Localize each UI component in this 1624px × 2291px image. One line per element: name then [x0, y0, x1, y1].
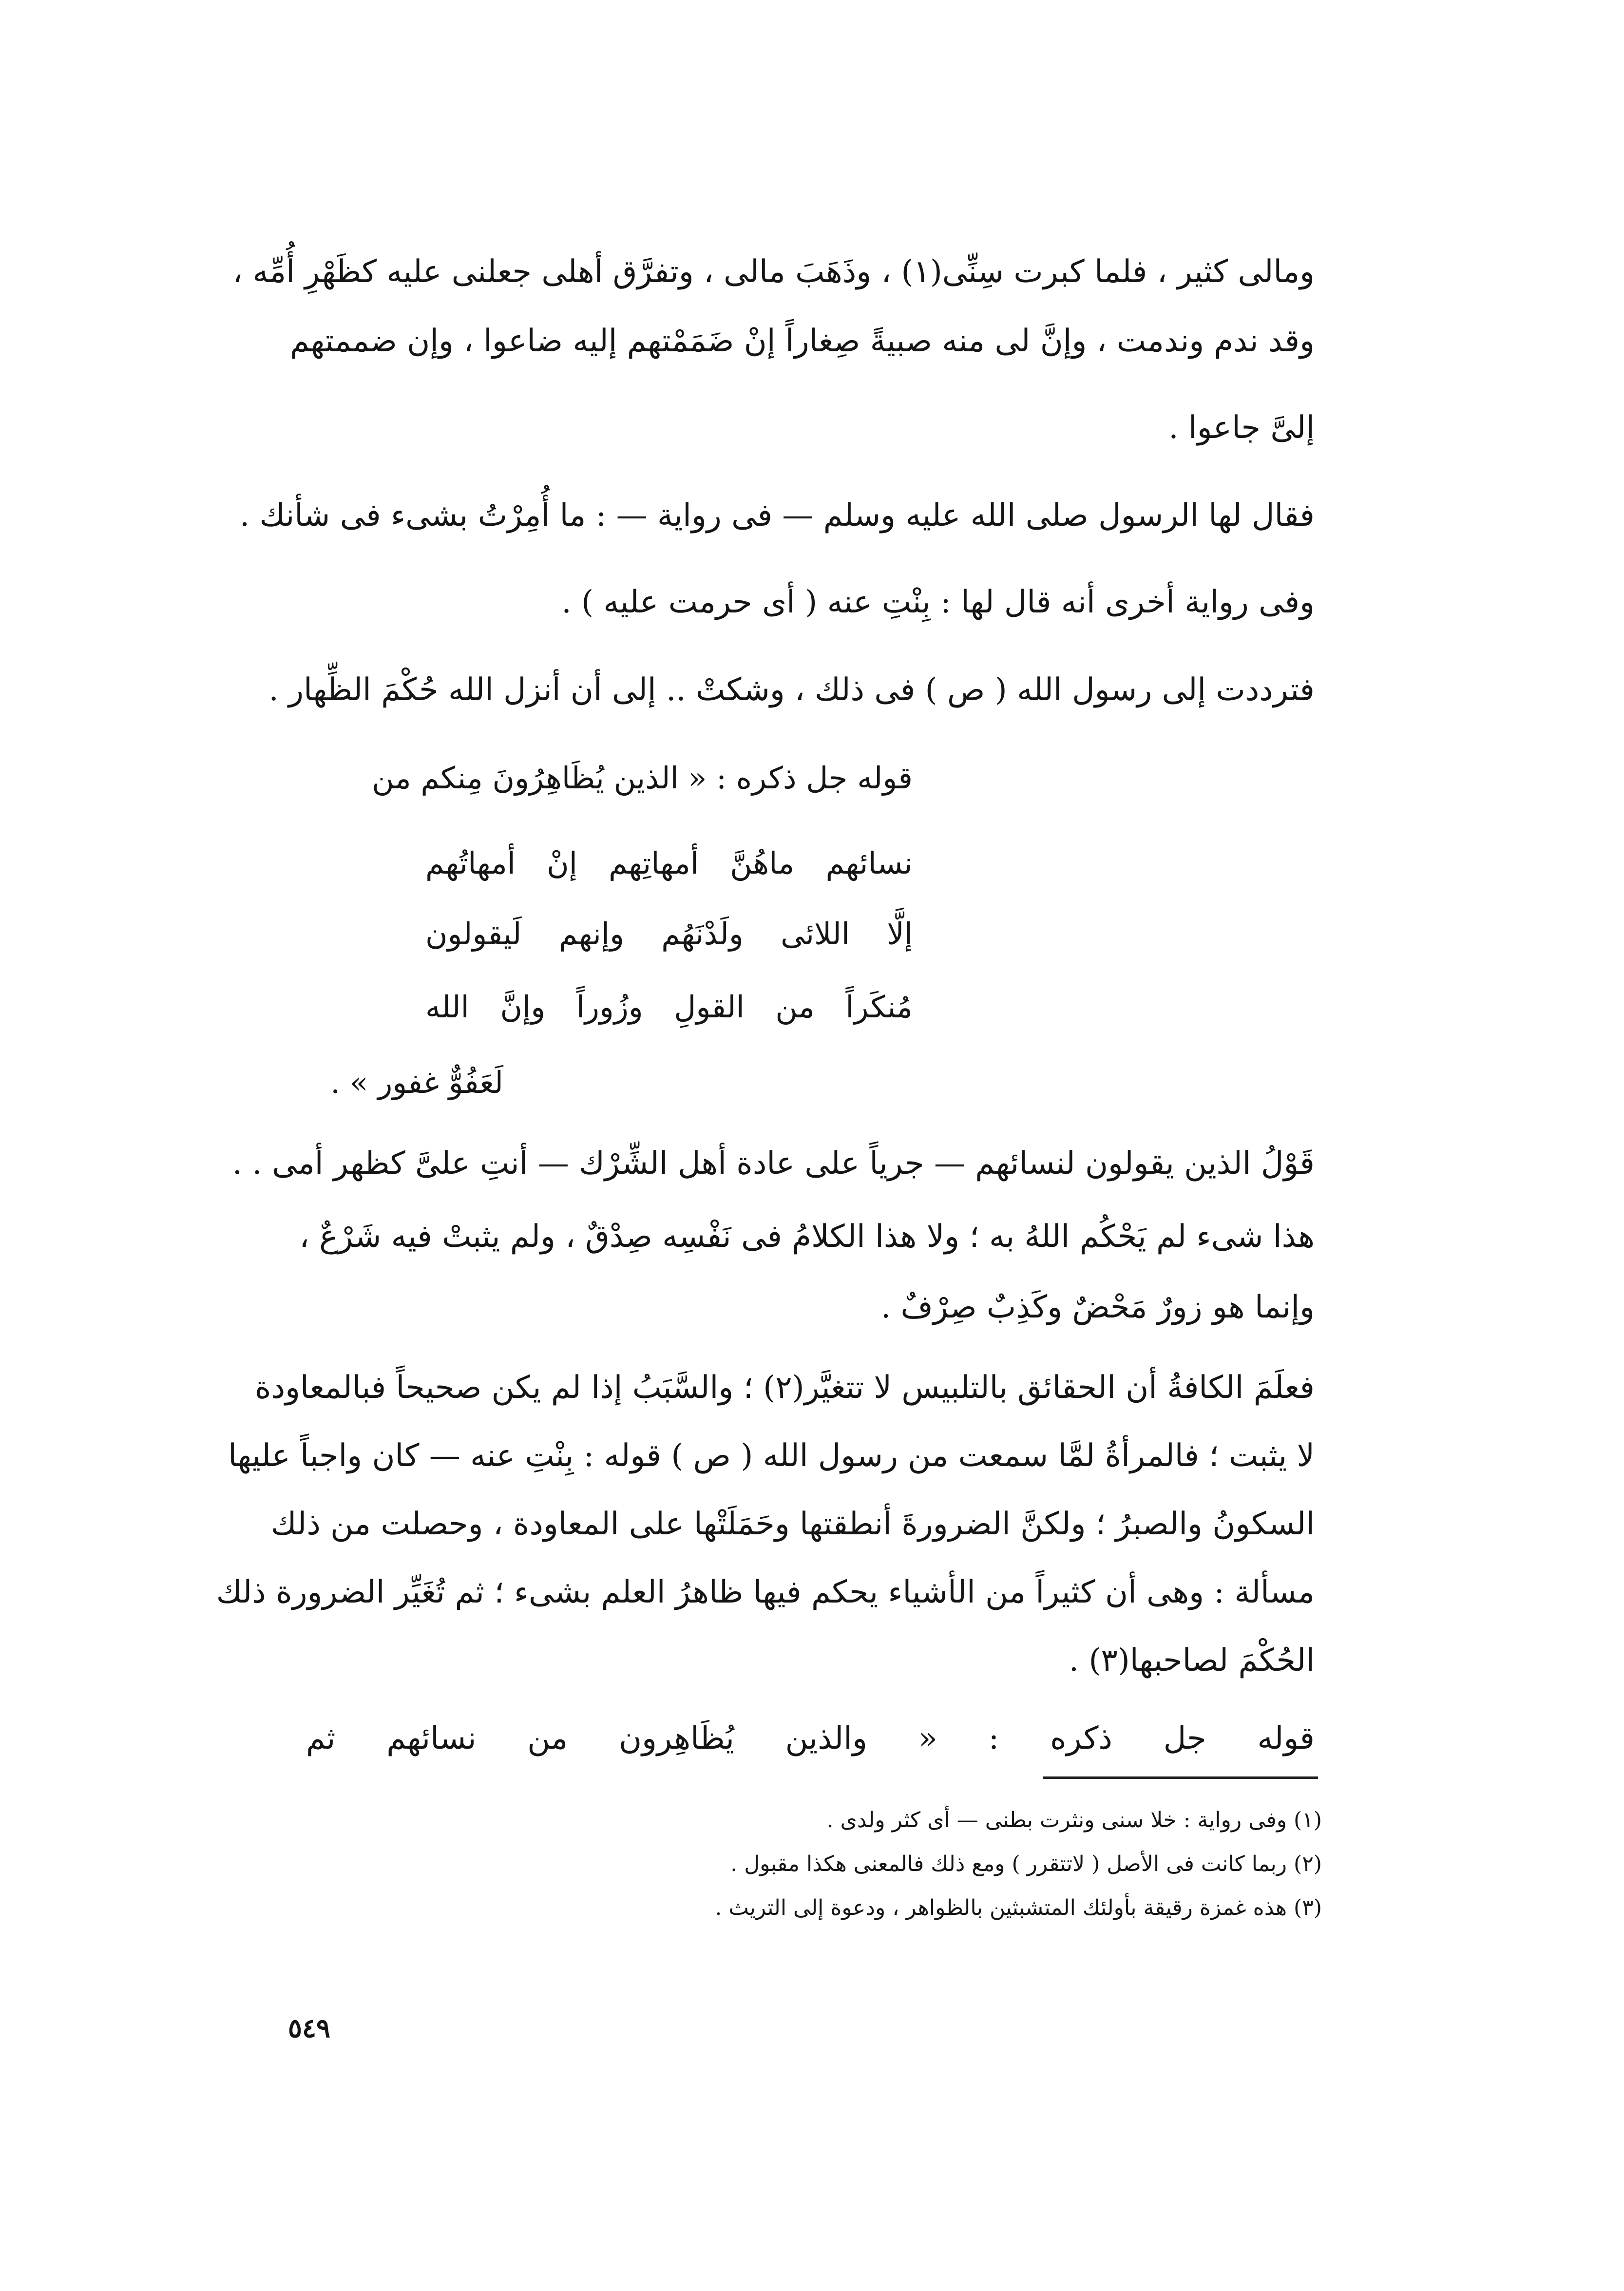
text-line-1: ومالى كثير ، فلما كبرت سِنِّى(١) ، وذَهَبَ مالى ، وتفرَّق أهلى جعلنى عليه كظَهْرِ أُمِّه ،: [232, 254, 1315, 290]
text-line-5: وفى رواية أخرى أنه قال لها : بِنْتِ عنه ( أى حرمت عليه ) .: [561, 584, 1315, 620]
paragraph-line-1: فعلَمَ الكافةُ أن الحقائق بالتلبيس لا تتغيَّر(٢) ؛ والسَّبَبُ إذا لم يكن صحيحاً فبالمعاودة: [255, 1370, 1315, 1406]
text-line-6: فترددت إلى رسول الله ( ص ) فى ذلك ، وشكتْ .. إلى أن أنزل الله حُكْمَ الظِّهار .: [268, 672, 1315, 708]
verse-line-4: مُنكَراً من القولِ وزُوراً وإنَّ الله: [425, 989, 913, 1025]
page-number: ٥٤٩: [287, 2012, 330, 2043]
text-line-3: إلىَّ جاعوا .: [1168, 410, 1315, 446]
paragraph-line-3: السكونُ والصبرُ ؛ ولكنَّ الضرورةَ أنطقتها وحَمَلَتْها على المعاودة ، وحصلت من ذلك: [270, 1506, 1315, 1542]
footnote-separator: [1043, 1776, 1318, 1779]
verse-line-1: قوله جل ذكره : « الذين يُظَاهِرُونَ مِنكم من: [372, 760, 913, 796]
commentary-line-2: هذا شىء لم يَحْكُم اللهُ به ؛ ولا هذا الكلامُ فى نَفْسِه صِدْقٌ ، ولم يثبتْ فيه شَرْعٌ ،: [299, 1219, 1315, 1255]
paragraph-line-5: الحُكْمَ لصاحبها(٣) .: [1069, 1642, 1315, 1679]
text-line-2: وقد ندم وندمت ، وإنَّ لى منه صبيةً صِغاراً إنْ ضَمَمْتهم إليه ضاعوا ، وإن ضممتهم: [290, 323, 1315, 359]
paragraph-line-4: مسألة : وهى أن كثيراً من الأشياء يحكم فيها ظاهرُ العلم بشىء ؛ ثم تُغَيِّر الضرورة ذلك: [216, 1574, 1315, 1610]
commentary-line-3: وإنما هو زورٌ مَحْضٌ وكَذِبٌ صِرْفٌ .: [880, 1289, 1315, 1325]
text-line-4: فقال لها الرسول صلى الله عليه وسلم — فى رواية — : ما أُمِرْتُ بشىء فى شأنك .: [239, 497, 1315, 534]
paragraph-line-2: لا يثبت ؛ فالمرأةُ لمَّا سمعت من رسول الله ( ص ) قوله : بِنْتِ عنه — كان واجباً عليها: [228, 1438, 1315, 1474]
commentary-line-1: قَوْلُ الذين يقولون لنسائهم — جرياً على عادة أهل الشِّرْك — أنتِ علىَّ كظهر أمى . .: [232, 1146, 1315, 1182]
final-text-line: قوله جل ذكره : « والذين يُظَاهِرون من نسائهم ثم: [306, 1720, 1315, 1756]
footnote-1: (١) وفى رواية : خلا سنى ونثرت بطنى — أى كثر ولدى .: [826, 1808, 1322, 1833]
footnote-2: (٢) ربما كانت فى الأصل ( لاتتقرر ) ومع ذلك فالمعنى هكذا مقبول .: [730, 1852, 1322, 1876]
verse-line-3: إلَّا اللائى ولَدْنَهُم وإنهم لَيقولون: [425, 916, 913, 952]
verse-line-5: لَعَفُوٌّ غفور » .: [330, 1065, 503, 1100]
verse-line-2: نسائهم ماهُنَّ أمهاتِهم إنْ أمهاتُهم: [425, 845, 913, 881]
footnote-3: (٣) هذه غمزة رقيقة بأولئك المتشبثين بالظواهر ، ودعوة إلى التريث .: [715, 1895, 1322, 1920]
